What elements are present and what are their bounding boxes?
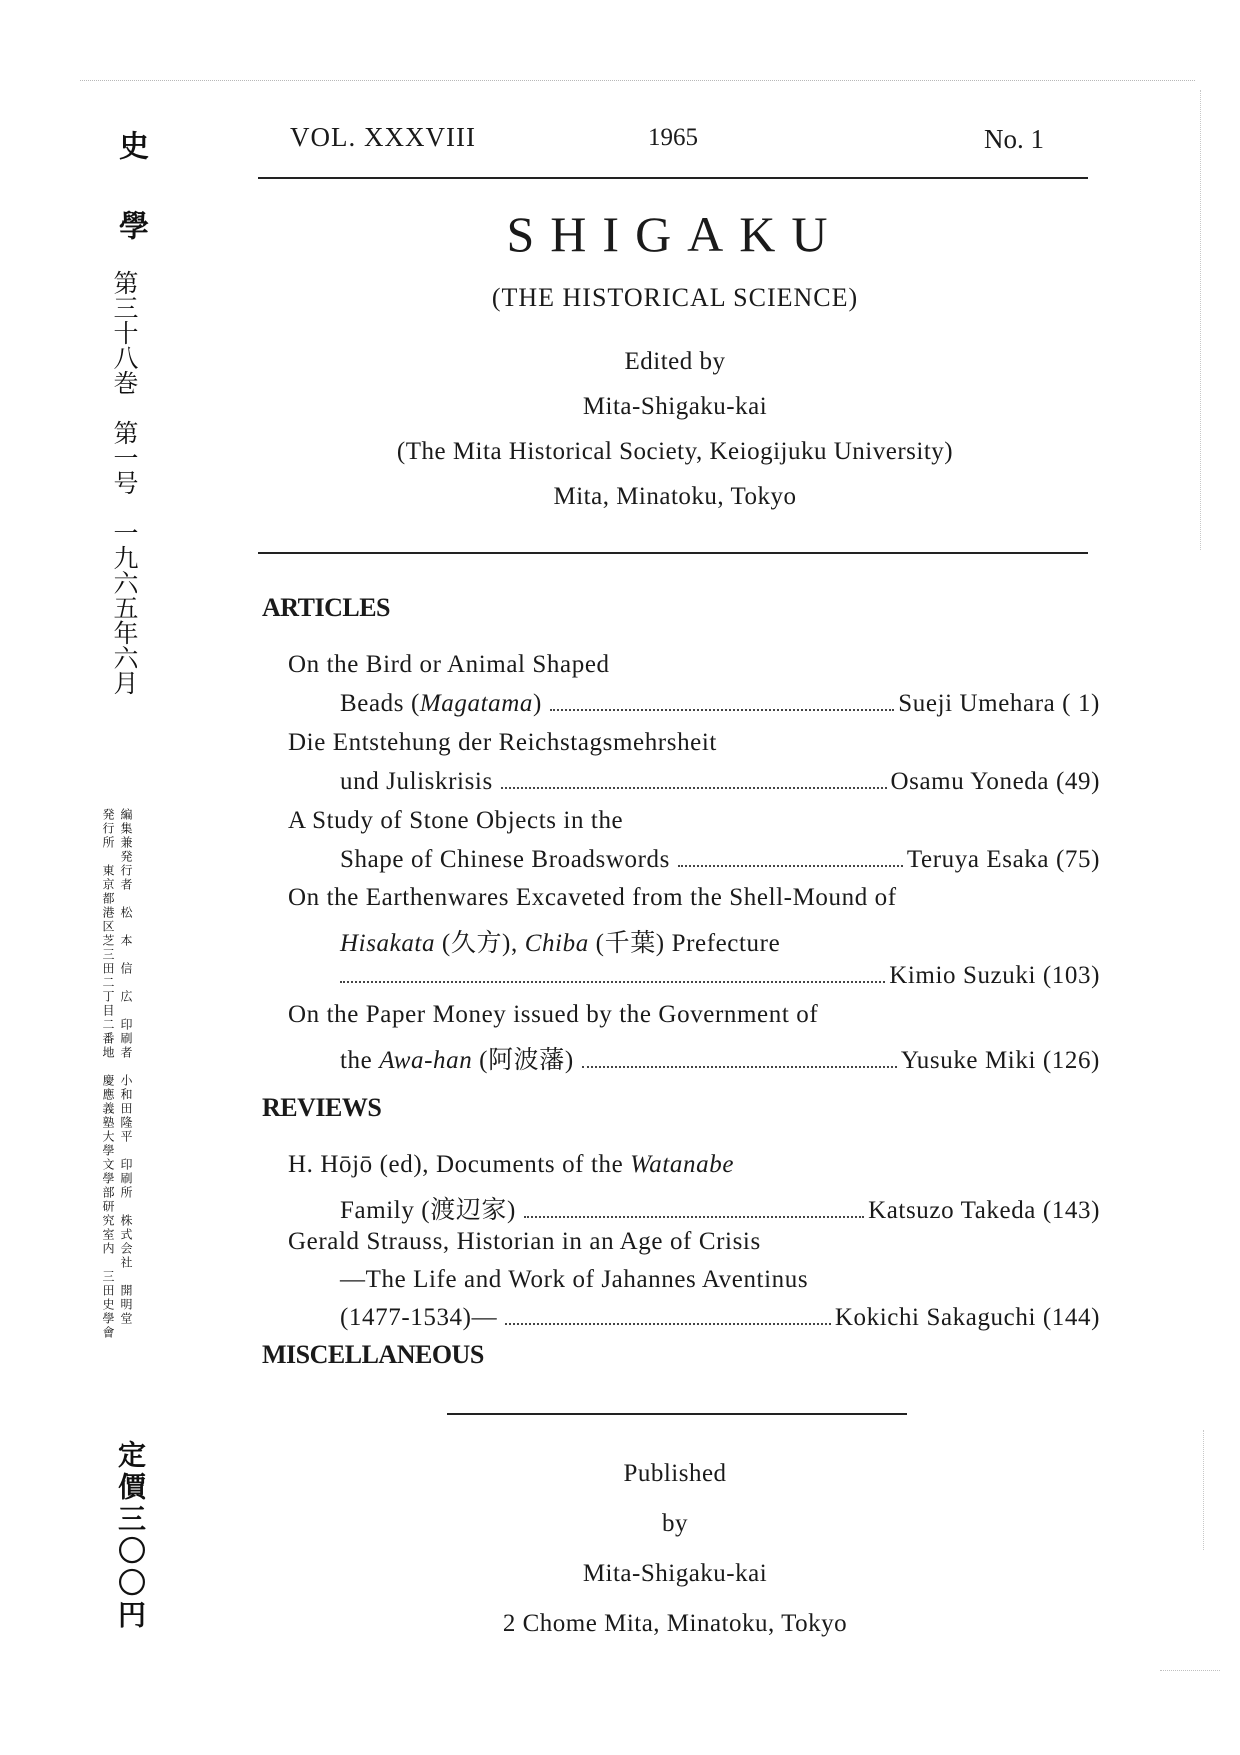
article-4-title-line-2: Hisakata (久方), Chiba (千葉) Prefecture	[340, 930, 781, 957]
review-2-title-line-3: (1477-1534)— Kokichi Sakaguchi (144)	[340, 1304, 1100, 1331]
article-3-author: Teruya Esaka (75)	[906, 846, 1100, 873]
publisher-name: Mita-Shigaku-kai	[582, 1560, 768, 1587]
publisher-address: 2 Chome Mita, Minatoku, Tokyo	[502, 1610, 848, 1637]
articles-heading: ARTICLES	[262, 593, 391, 622]
reviews-heading: REVIEWS	[262, 1093, 382, 1122]
masthead-rule	[258, 552, 1088, 554]
dot-leader	[340, 981, 885, 983]
review-1-title-line-1: H. Hōjō (ed), Documents of the Watanabe	[288, 1151, 735, 1178]
review-1-author: Katsuzo Takeda (143)	[868, 1197, 1100, 1224]
review-1-title-line-2: Family (渡辺家) Katsuzo Takeda (143)	[340, 1197, 1100, 1224]
dot-leader	[582, 1066, 897, 1068]
scan-edge-right	[1200, 90, 1201, 550]
article-4-author: Kimio Suzuki (103)	[889, 962, 1100, 989]
edited-by-label: Edited by	[624, 348, 726, 375]
spine-imprint-line-2: 発行所 東京都港区芝三田二丁目二番地 慶應義塾大學文學部研究室内 三田史學會	[101, 808, 115, 1340]
review-2-title-line-1: Gerald Strauss, Historian in an Age of Crisis	[288, 1228, 761, 1255]
publication-year: 1965	[648, 124, 698, 151]
article-2-title-line-2: und Juliskrisis Osamu Yoneda (49)	[340, 768, 1100, 795]
article-1-title-line-1: On the Bird or Animal Shaped	[288, 651, 610, 678]
article-5-author: Yusuke Miki (126)	[900, 1047, 1100, 1074]
article-3-title-line-1: A Study of Stone Objects in the	[288, 807, 624, 834]
journal-title: SHIGAKU	[506, 206, 844, 262]
article-5-title-line-2: the Awa-han (阿波藩) Yusuke Miki (126)	[340, 1047, 1100, 1074]
review-2-title-line-2: —The Life and Work of Jahannes Aventinus	[340, 1266, 809, 1293]
issue-number: No. 1	[984, 124, 1044, 154]
article-1-author: Sueji Umehara ( 1)	[898, 690, 1100, 717]
spine-volume-issue: 第三十八巻 第一号 一九六五年六月	[110, 270, 139, 695]
article-4-author-line	[340, 962, 1100, 990]
article-4-title-line-1: On the Earthenwares Excaveted from the Shell-Mound of	[288, 884, 897, 911]
spine-title-char-1: 史	[113, 130, 148, 160]
article-2-author: Osamu Yoneda (49)	[890, 768, 1100, 795]
published-label: Published	[623, 1460, 727, 1487]
dot-leader	[501, 787, 887, 789]
editor-location: Mita, Minatoku, Tokyo	[553, 483, 797, 510]
editor-english-name: (The Mita Historical Society, Keiogijuku University)	[396, 438, 954, 465]
dot-leader	[550, 709, 894, 711]
article-3-title-line-2: Shape of Chinese Broadswords Teruya Esaka (75)	[340, 846, 1100, 873]
spine-price: 定價三〇〇円	[114, 1440, 147, 1632]
footer-rule	[447, 1413, 907, 1415]
dot-leader	[505, 1323, 831, 1325]
article-5-title-line-1: On the Paper Money issued by the Government of	[288, 1001, 819, 1028]
scan-edge-right-lower	[1203, 1430, 1204, 1550]
article-1-title-line-2: Beads (Magatama) Sueji Umehara ( 1)	[340, 690, 1100, 717]
scan-edge-bottom	[1160, 1670, 1220, 1671]
article-2-title-line-1: Die Entstehung der Reichstagsmehrsheit	[288, 729, 717, 756]
journal-subtitle: (THE HISTORICAL SCIENCE)	[491, 283, 859, 312]
dot-leader	[524, 1216, 864, 1218]
review-2-author: Kokichi Sakaguchi (144)	[834, 1304, 1100, 1331]
spine-title-char-2: 學	[113, 210, 148, 240]
volume-number: VOL. XXXVIII	[290, 122, 476, 152]
dot-leader	[678, 865, 903, 867]
spine-imprint-line-1: 編集兼発行者 松 本 信 広 印刷者 小和田隆平 印刷所 株式会社 開明堂	[119, 808, 133, 1326]
header-rule	[258, 177, 1088, 179]
scan-edge-top	[80, 80, 1195, 81]
editor-name: Mita-Shigaku-kai	[582, 393, 768, 420]
miscellaneous-heading: MISCELLANEOUS	[262, 1340, 484, 1369]
by-label: by	[662, 1510, 688, 1537]
